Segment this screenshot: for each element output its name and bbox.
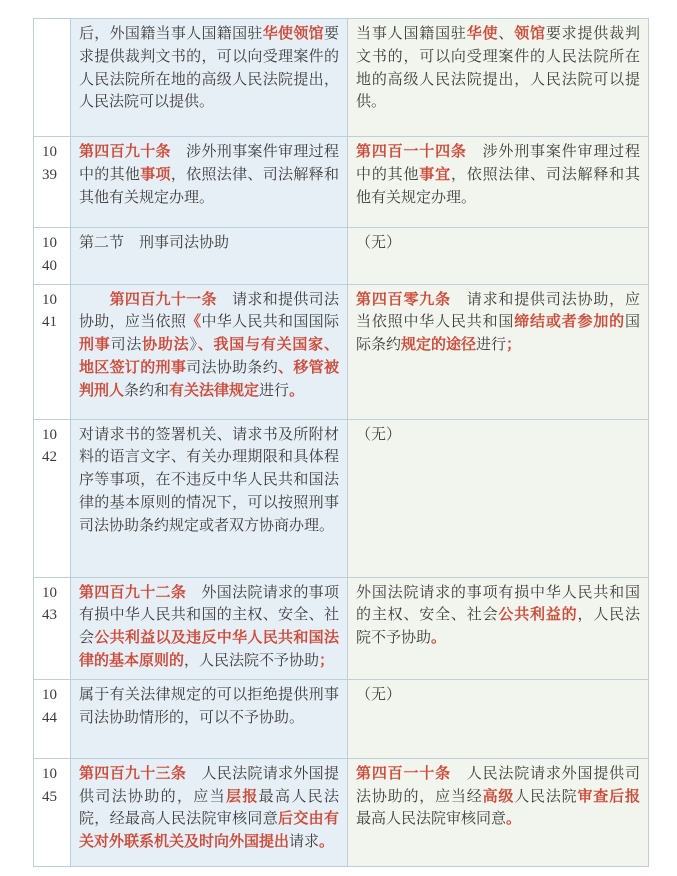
old-provision-cell	[71, 284, 348, 419]
text-segment: 人民法院	[514, 788, 578, 805]
text-segment: 第二节 刑事司法协助	[79, 235, 230, 251]
changed-text-segment: 。	[289, 382, 305, 399]
text-segment: 要求提供裁判文书的，可以向受理案件的人民法院所在地的高级人民法院提出，人民法院可以提供。	[356, 26, 640, 111]
changed-text-segment: 领馆	[514, 26, 546, 42]
new-provision-cell	[348, 679, 649, 758]
text-segment: 涉外刑事案件审理过程中的其他	[356, 144, 640, 183]
changed-text-segment: 。	[506, 811, 522, 828]
old-provision-cell	[71, 419, 348, 577]
text-segment: 外国法院请求的事项有损中华人民共和国的主权、安全、社会	[356, 584, 640, 624]
table-row	[34, 228, 649, 285]
changed-text-segment: 审查后报	[577, 788, 640, 805]
changed-text-segment: 。	[431, 630, 447, 647]
text-segment: 对请求书的签署机关、请求书及所附材料的语言文字、有关办理期限和具体程序等事项，在不违反中华人民共和国法律的基本原则的情况下，可以按照刑事司法协助条约规定或者双方协商办理。	[79, 426, 339, 534]
new-provision-cell	[348, 758, 649, 866]
text-segment: 国际条约	[356, 314, 640, 354]
text-segment: 条约和	[124, 382, 170, 399]
old-provision-cell	[71, 137, 348, 228]
text-segment: （无）	[356, 426, 402, 443]
text-segment	[79, 292, 110, 308]
row-id-cell: 1042	[34, 419, 71, 577]
new-provision-cell	[348, 419, 649, 577]
old-provision-cell	[71, 19, 348, 137]
changed-text-segment: 后交由有关对外联系机关及时向外国提出	[79, 811, 339, 851]
table-row	[34, 19, 649, 137]
text-segment: 要求提供裁判文书的，可以向受理案件的人民法院所在地的高级人民法院提出，人民法院可以提供。	[79, 26, 339, 111]
changed-text-segment: 规定的途径	[401, 337, 477, 354]
changed-text-segment: 华使	[466, 26, 499, 42]
changed-text-segment: 协助法	[142, 337, 190, 354]
changed-text-segment: ；	[319, 652, 335, 669]
table-row	[34, 758, 649, 866]
text-segment: 人民法院请求外国提供司法协助的，应当经	[356, 765, 640, 805]
text-segment: 进行	[476, 337, 507, 354]
text-segment: ，人民法院不予协助	[184, 652, 320, 669]
text-segment: 属于有关法律规定的可以拒绝提供刑事司法协助情形的，可以不予协助。	[79, 686, 339, 726]
comparison-table	[33, 18, 649, 867]
changed-text-segment: 事项	[140, 166, 171, 183]
changed-text-segment: 《	[186, 314, 202, 331]
changed-text-segment: 第四百九十条	[79, 144, 171, 160]
new-provision-cell	[348, 137, 649, 228]
changed-text-segment: 第四百一十条	[356, 765, 451, 782]
changed-text-segment: 第四百九十二条	[79, 584, 187, 601]
row-id-cell: 1044	[34, 679, 71, 758]
row-id-cell: 1043	[34, 577, 71, 679]
table-row	[34, 577, 649, 679]
text-segment: 当事人国籍国驻	[356, 26, 467, 42]
new-provision-cell	[348, 19, 649, 137]
changed-text-segment: 第四百一十四条	[356, 144, 467, 160]
changed-text-segment: 第四百九十一条	[109, 291, 217, 308]
text-segment: 请求和提供司法协助，应当依照中华人民共和国	[356, 291, 640, 331]
old-provision-cell	[71, 679, 348, 758]
text-segment: 进行	[259, 382, 290, 399]
changed-text-segment: 刑事	[79, 337, 111, 354]
changed-text-segment: 公共利益以及违反中华人民共和国法律的基本原则的	[79, 630, 339, 669]
text-segment: 后，外国籍当事人国籍国驻	[79, 26, 263, 42]
text-segment: 请求和提供司法协助，应当依照	[79, 291, 339, 331]
table-row	[34, 679, 649, 758]
table-row	[34, 419, 649, 577]
changed-text-segment: 第四百九十三条	[79, 765, 187, 782]
text-segment: 涉外刑事案件审理过程中的其他	[79, 144, 339, 183]
text-segment: ，依照法律、司法解释和其他有关规定办理。	[356, 166, 640, 206]
changed-text-segment: 公共利益的	[498, 607, 578, 624]
text-segment: 、	[498, 26, 515, 42]
changed-text-segment: 、移管被判刑人	[79, 359, 339, 399]
text-segment: （无）	[356, 686, 402, 703]
new-provision-cell	[348, 228, 649, 285]
old-provision-cell	[71, 758, 348, 866]
changed-text-segment: 华使领馆	[262, 26, 324, 42]
row-id-cell: 1039	[34, 137, 71, 228]
row-id-cell: 1040	[34, 228, 71, 285]
text-segment: 人民法院请求外国提供司法协助的，应当	[79, 765, 339, 805]
new-provision-cell	[348, 284, 649, 419]
text-segment: ，人民法院不予协助	[356, 607, 640, 647]
text-segment: 司法	[110, 337, 143, 354]
row-id-cell: 1041	[34, 284, 71, 419]
table-body	[34, 19, 649, 867]
text-segment: 中华人民共和国国际	[201, 314, 339, 331]
text-segment: 司法协助条约	[186, 359, 279, 376]
row-id-cell	[34, 19, 71, 137]
row-id-cell: 1045	[34, 758, 71, 866]
changed-text-segment: 、我国与有关国家、地区签订的刑事	[79, 337, 339, 376]
changed-text-segment: 事宜	[419, 166, 451, 183]
old-provision-cell	[71, 228, 348, 285]
changed-text-segment: 层报	[225, 788, 259, 805]
new-provision-cell	[348, 577, 649, 679]
changed-text-segment: 高级	[482, 788, 515, 805]
text-segment: 请求	[289, 834, 320, 851]
changed-text-segment: 第四百零九条	[356, 291, 451, 308]
text-segment: 最高人民法院，经最高人民法院审核同意	[79, 788, 339, 828]
table-row	[34, 137, 649, 228]
table-row	[34, 284, 649, 419]
changed-text-segment: 有关法律规定	[169, 382, 260, 399]
old-provision-cell	[71, 577, 348, 679]
text-segment: （无）	[356, 235, 402, 251]
changed-text-segment: 缔结或者参加的	[514, 314, 625, 331]
changed-text-segment: 。	[319, 834, 335, 851]
text-segment: 》	[189, 337, 198, 354]
text-segment: 外国法院请求的事项有损中华人民共和国的主权、安全、社会	[79, 584, 339, 647]
text-segment: ，依照法律、司法解释和其他有关规定办理。	[79, 166, 339, 206]
changed-text-segment: ；	[506, 337, 522, 354]
text-segment: 最高人民法院审核同意	[356, 811, 507, 828]
